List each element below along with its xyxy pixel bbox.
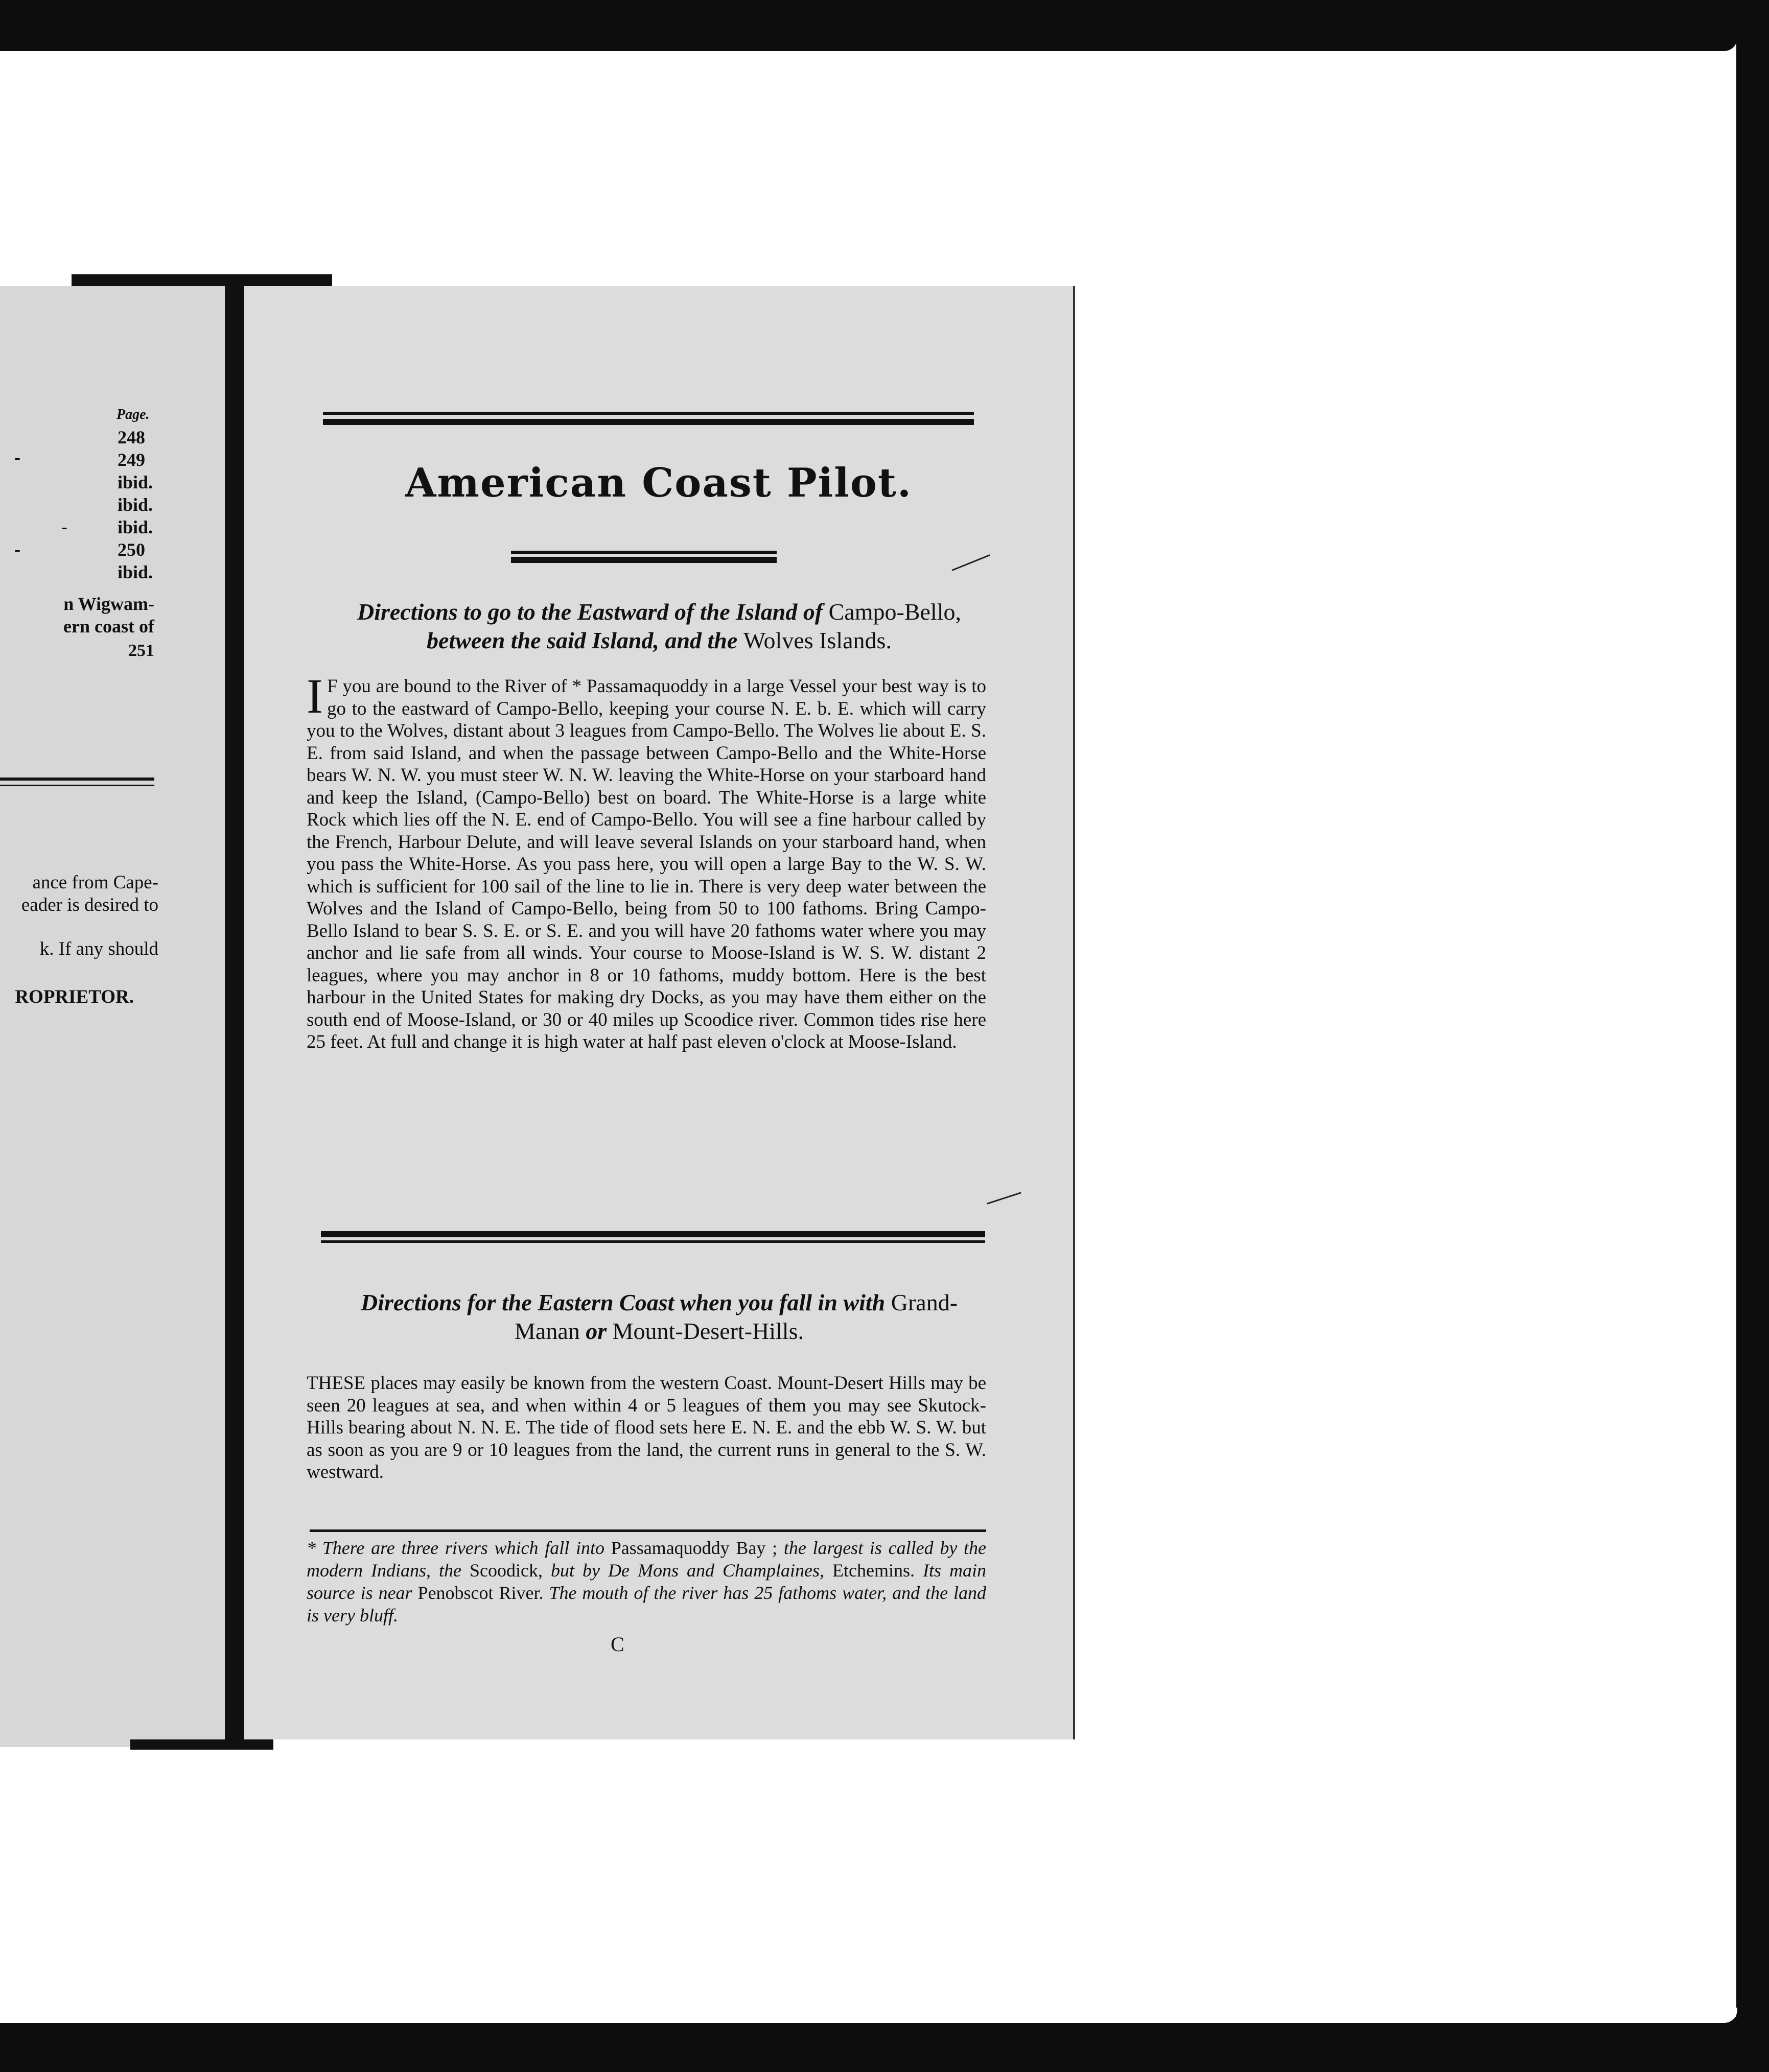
section-body: THESE places may easily be known from the western Coast. Mount-Desert Hills may be seen 20 leagues at sea, and when within 4 or 5 leagues of them you may see Skutock-Hills bearing about N. N. E. The tide of flood sets here E. N. E. and the ebb W. S. W. but as soon as you are 9 or 10 leagues from the land, the current runs in general to the S. W. westward. [307,1373,986,1482]
page-column-label: Page. [117,407,150,422]
top-rule-thick [323,419,974,425]
left-proprietor: ROPRIETOR. [15,986,134,1007]
footnote-text: Penobscot River. [417,1583,544,1603]
section-body [307,669,986,1053]
footnote-text: but by De Mons and Champlaines, [551,1560,825,1581]
page-title: American Coast Pilot. [405,460,913,506]
footnote-text: Etchemins. [832,1560,915,1581]
page-number: 250 [118,539,145,560]
left-note-line: k. If any should [39,938,158,959]
top-rule [323,412,974,415]
footnote-text: Passamaquoddy Bay ; [611,1538,778,1558]
heading-text: or [586,1318,607,1344]
heading-place: Campo-Bello, [828,599,961,625]
left-page-number: 251 [128,641,154,660]
heading-place: Manan [515,1318,580,1344]
heading-place: Mount-Desert-Hills. [612,1318,804,1344]
section-rule [321,1240,985,1243]
section-heading [286,1288,1032,1346]
footnote-text: Its main source is near [307,1560,987,1603]
page-number: ibid. [118,472,153,492]
footnote-text: Scoodick, [470,1560,543,1581]
leader-dash: - [14,539,20,559]
page-number: ibid. [118,495,153,515]
film-frame-right [1736,0,1769,2072]
footnote-text: the largest is called by the modern Indians, the [307,1538,986,1581]
heading-place: Grand- [891,1289,958,1315]
left-text-fragment: n Wigwam- [63,594,154,614]
footnote-text: The mouth of the river has 25 fathoms water, and the land is very bluff. [307,1583,987,1626]
heading-text: between the said Island, and the [427,627,738,653]
film-frame-bottom-edge [0,2008,1737,2023]
page-number: ibid. [118,517,153,537]
page-number: 248 [118,427,145,448]
page-number: ibid. [118,562,153,582]
body-text: F you are bound to the River of * Passamaquoddy in a large Vessel your best way is to go to the eastward of Campo-Bello, keeping your course N. E. b. E. which will carry you to the Wolves, distant about 3 leagues from Campo-Bello. The Wolves lie about E. S. E. from said Island, and when the passage between Campo-Bello and the White-Horse bears W. N. W. you must steer W. N. W. leaving the White-Horse on your starboard hand and keep the Island, (Campo-Bello) best on board. The White-Horse is a large white Rock which lies off the N. E. end of Campo-Bello. You will see a fine harbour called by the French, Harbour Delute, and will leave several Islands on your starboard hand, when you pass the White-Horse. As you pass here, you will open a large Bay to the W. S. W. which is sufficient for 100 sail of the line to lie in. There is very deep water between the Wolves and the Island of Campo-Bello, being from 50 to 100 fathoms. Bring Campo-Bello Island to bear S. S. E. or S. E. and you will have 20 fathoms water where you may anchor and lie safe from all winds. Your course to Moose-Island is W. S. W. distant 2 leagues, where you may anchor in 8 or 10 fathoms, muddy bottom. Here is the best harbour in the United States for making dry Docks, as you may have them either on the south end of Moose-Island, or 30 or 40 miles up Scoodice river. Common tides rise here 25 feet. At full and change it is high water at half past eleven o'clock at Moose-Island. [307,676,986,1052]
footnote-text: * There are three rivers which fall into [307,1538,604,1558]
title-rule [511,551,777,554]
left-page-rule [0,778,154,781]
left-note-line: ance from Cape- [32,872,158,893]
title-rule-thick [511,557,777,563]
heading-text: Directions to go to the Eastward of the Island of [357,599,823,625]
footnote [307,1537,986,1627]
page-number: 249 [118,450,145,470]
left-facing-page [0,286,225,1747]
left-page-rule [0,785,154,786]
left-note-line: eader is desired to [21,894,158,915]
left-text-fragment: ern coast of [63,616,154,637]
leader-dash: - [14,447,20,467]
film-frame-top-edge [0,36,1769,51]
signature-mark: C [611,1633,624,1656]
film-frame-bottom [0,2017,1769,2072]
drop-cap: I [307,669,323,723]
section-rule-thick [321,1231,985,1237]
left-page-binding-bar-bottom [130,1739,273,1750]
footnote-rule [310,1529,986,1532]
heading-text: Directions for the Eastern Coast when you fall in with [360,1289,886,1315]
film-frame-top [0,0,1769,36]
book-gutter [225,286,245,1747]
section-heading [286,598,1032,655]
leader-dash: - [61,516,67,537]
heading-place: Wolves Islands. [743,627,892,653]
